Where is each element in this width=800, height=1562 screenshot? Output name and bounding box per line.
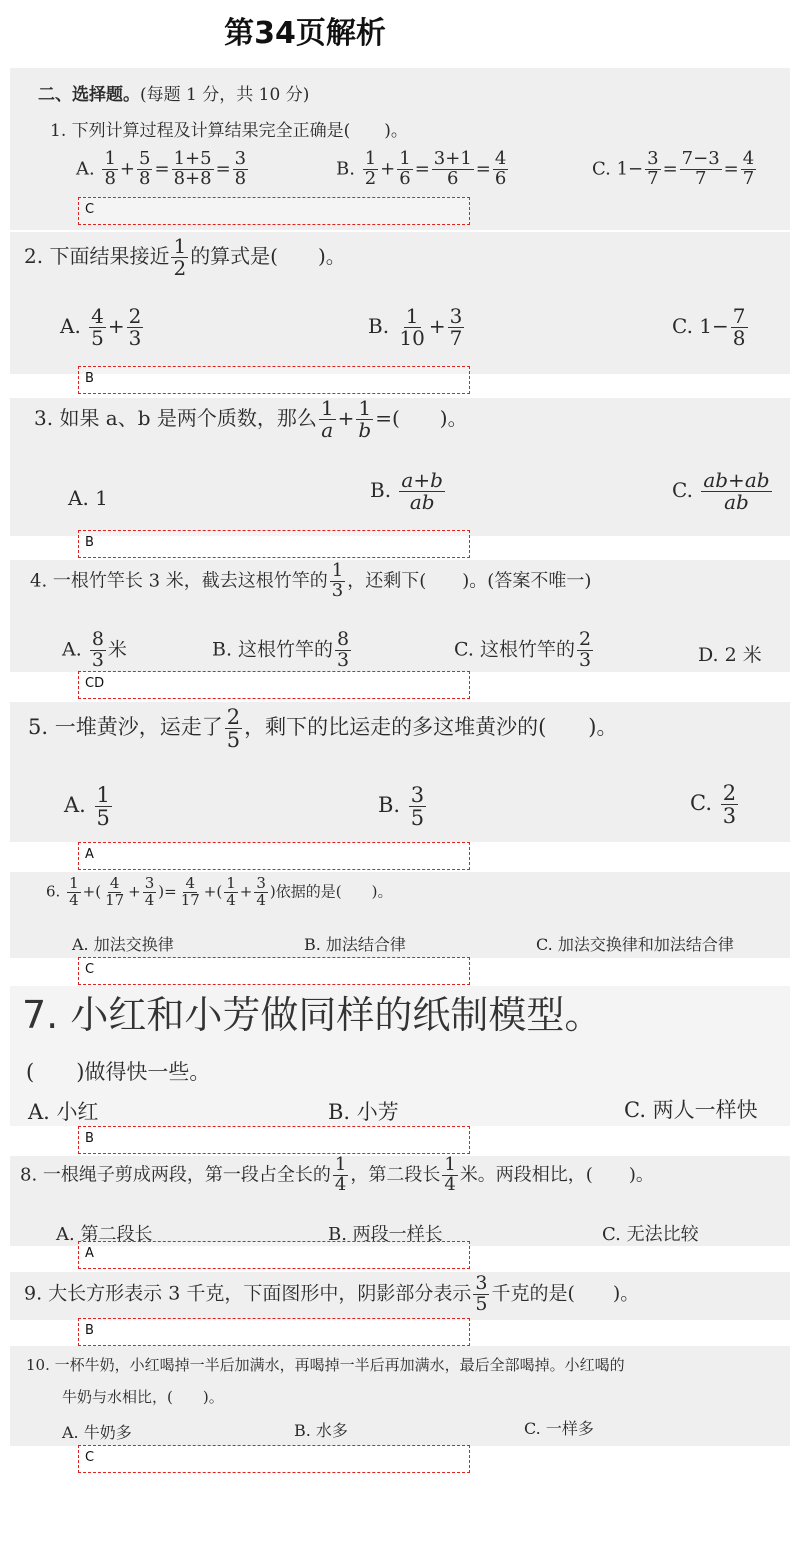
question-2-stem: 2. 下面结果接近 $\frac{1}{2}$ 的算式是( )。 xyxy=(24,234,346,280)
question-7-subtext: ( )做得快一些。 xyxy=(26,1060,211,1084)
question-6-option-c: C. 加法交换律和加法结合律 xyxy=(536,935,734,954)
question-1-option-b: B. $\frac{1}{2}$ + $\frac{1}{6}$ = $\frac{3+1}{6}$ = $\frac{4}{6}$ xyxy=(336,148,507,189)
question-10-option-c: C. 一样多 xyxy=(524,1419,594,1438)
question-8-block xyxy=(10,1156,790,1246)
question-4-stem: 4. 一根竹竿长 3 米，截去这根竹竿的 $\frac{1}{3}$ ，还剩下( )。(答案不唯一) xyxy=(30,560,592,601)
answer-box-10: C xyxy=(78,1445,470,1473)
answer-box-3: B xyxy=(78,530,470,558)
question-10-stem-line2: 牛奶与水相比，( )。 xyxy=(62,1388,224,1406)
question-10-option-b: B. 水多 xyxy=(294,1421,348,1440)
question-4-option-b: B. 这根竹竿的 $\frac{8}{3}$ xyxy=(212,628,350,671)
question-7-option-c: C. 两人一样快 xyxy=(624,1098,758,1122)
question-5-option-b: B. $\frac{3}{5}$ xyxy=(378,783,425,831)
answer-box-5: A xyxy=(78,842,470,870)
question-7-option-b: B. 小芳 xyxy=(328,1100,399,1124)
question-4-option-c: C. 这根竹竿的 $\frac{2}{3}$ xyxy=(454,628,592,671)
answer-box-4: CD xyxy=(78,671,470,699)
question-8-stem: 8. 一根绳子剪成两段，第一段占全长的 $\frac{1}{4}$ ，第二段长 $\frac{1}{4}$ 米。两段相比，( )。 xyxy=(20,1154,654,1195)
question-8-option-b: B. 两段一样长 xyxy=(328,1224,443,1245)
question-9-stem: 9. 大长方形表示 3 千克，下面图形中，阴影部分表示 $\frac{3}{5}$ 千克的是( )。 xyxy=(24,1272,640,1315)
question-1-stem: 1. 下列计算过程及计算结果完全正确是( )。 xyxy=(50,121,408,141)
question-3-stem: 3. 如果 a、b 是两个质数，那么 $\frac{1}{a}$ + $\frac{1}{b}$ =( )。 xyxy=(34,396,468,442)
question-2-block xyxy=(10,232,790,374)
question-5-option-a: A. $\frac{1}{5}$ xyxy=(64,783,110,831)
section-heading: 二、选择题。(每题 1 分，共 10 分) xyxy=(38,85,310,105)
question-6-stem: 6. $\frac{1}{4}$ +( $\frac{4}{17}$ + $\frac{3}{4}$ )= $\frac{4}{17}$ +( $\frac{1}{4}$ + $\frac{3}{4}$ )依据的是( )。 xyxy=(46,874,393,909)
question-5-option-c: C. $\frac{2}{3}$ xyxy=(690,781,737,829)
question-9-block xyxy=(10,1272,790,1320)
question-7-stem: 7. 小红和小芳做同样的纸制模型。 xyxy=(22,993,603,1037)
question-4-option-a: A. $\frac{8}{3}$ 米 xyxy=(62,628,127,671)
question-2-option-c: C. 1− $\frac{7}{8}$ xyxy=(672,304,746,350)
page-title: 第34页解析 xyxy=(224,16,386,51)
question-3-option-c: C. $\frac{ab+ab}{ab}$ xyxy=(672,468,770,514)
question-6-option-b: B. 加法结合律 xyxy=(304,935,406,954)
answer-box-7: B xyxy=(78,1126,470,1154)
question-7-block xyxy=(10,986,790,1126)
question-3-block xyxy=(10,398,790,536)
question-10-block xyxy=(10,1346,790,1446)
question-10-stem: 10. 一杯牛奶，小红喝掉一半后加满水，再喝掉一半后再加满水，最后全部喝掉。小红喝的 xyxy=(26,1356,625,1374)
question-6-option-a: A. 加法交换律 xyxy=(72,935,174,954)
question-2-option-b: B. $\frac{1}{10}$ + $\frac{3}{7}$ xyxy=(368,304,463,350)
question-8-option-a: A. 第二段长 xyxy=(56,1224,153,1245)
answer-box-2: B xyxy=(78,366,470,394)
question-10-option-a: A. 牛奶多 xyxy=(62,1423,132,1442)
question-6-block xyxy=(10,872,790,958)
question-2-option-a: A. $\frac{4}{5}$ + $\frac{2}{3}$ xyxy=(60,304,142,350)
question-4-block xyxy=(10,560,790,672)
answer-box-9: B xyxy=(78,1318,470,1346)
question-3-option-a: A. 1 xyxy=(68,486,108,510)
question-3-option-b: B. $\frac{a+b}{ab}$ xyxy=(370,468,443,514)
question-1-option-c: C. 1− $\frac{3}{7}$ = $\frac{7-3}{7}$ = $\frac{4}{7}$ xyxy=(592,148,755,189)
answer-box-1: C xyxy=(78,197,470,225)
question-5-block xyxy=(10,702,790,842)
answer-box-6: C xyxy=(78,957,470,985)
question-1-option-a: A. $\frac{1}{8}$ + $\frac{5}{8}$ = $\frac{1+5}{8+8}$ = $\frac{3}{8}$ xyxy=(76,148,247,189)
answer-box-8: A xyxy=(78,1241,470,1269)
question-8-option-c: C. 无法比较 xyxy=(602,1224,699,1245)
question-7-option-a: A. 小红 xyxy=(28,1100,99,1124)
question-5-stem: 5. 一堆黄沙，运走了 $\frac{2}{5}$ ，剩下的比运走的多这堆黄沙的( )。 xyxy=(28,705,618,753)
question-4-option-d: D. 2 米 xyxy=(698,644,762,666)
